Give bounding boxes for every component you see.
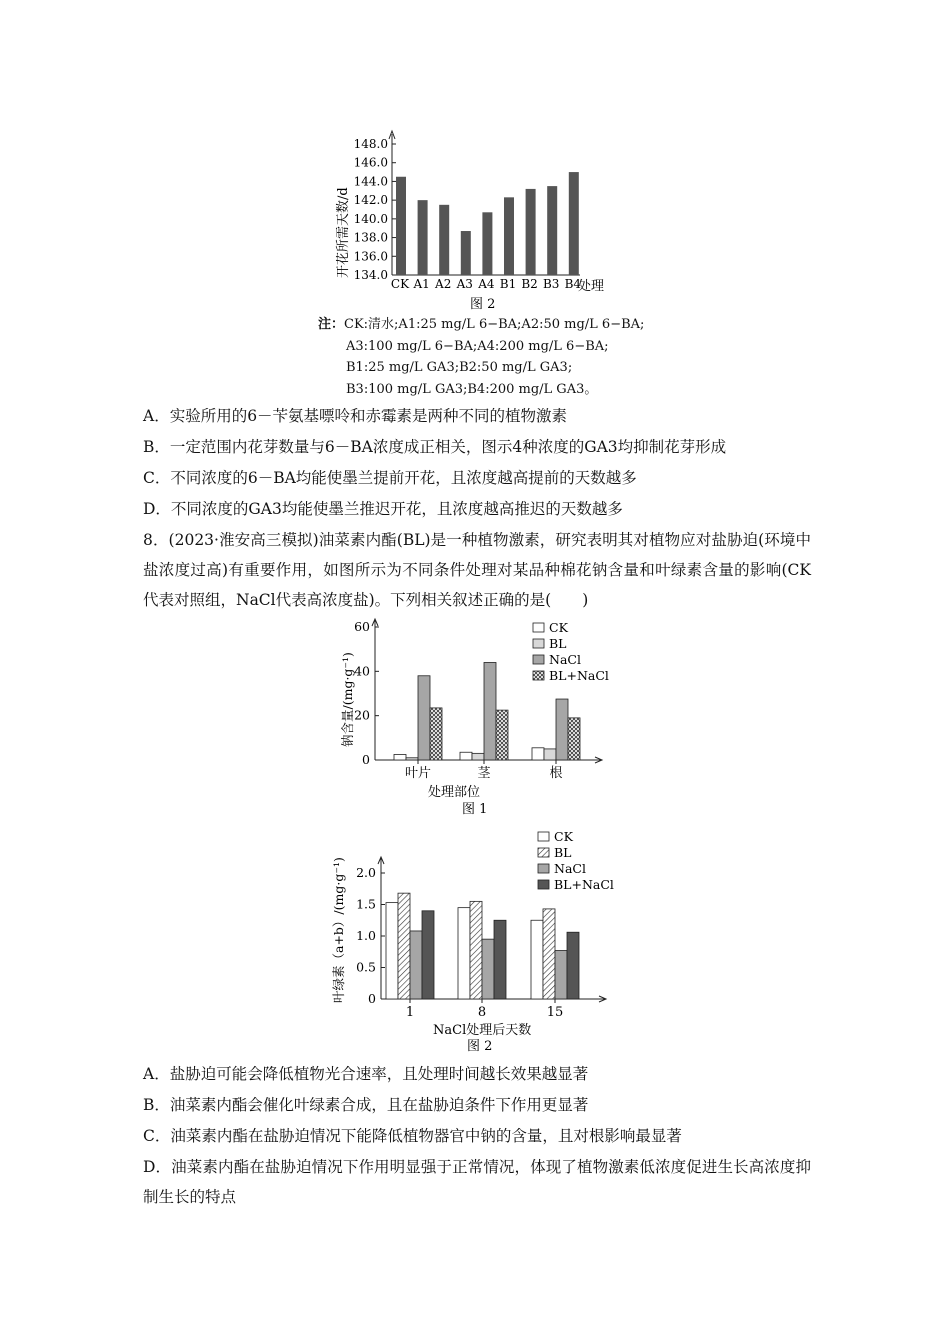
chart1-bar-B3 [547, 186, 557, 275]
q7-option-d: D．不同浓度的GA3均能使墨兰推迟开花，且浓度越高推迟的天数越多 [143, 500, 623, 518]
chart2-legend-label: BL [549, 636, 567, 651]
chart2-legend-swatch-NaCl [533, 655, 544, 664]
chart3-legend-label: BL+NaCl [554, 877, 614, 892]
chart1-x-tick-label: B2 [521, 277, 538, 291]
chart3-x-tick-label: 1 [405, 1005, 415, 1020]
chart2-bar-BL-NaCl-2 [568, 718, 580, 760]
note-line3: B1:25 mg/L GA3;B2:50 mg/L GA3; [346, 360, 573, 375]
chart3-y-tick-label: 0.5 [356, 959, 376, 975]
chart3-y-tick-label: 1.0 [356, 928, 376, 943]
note-text-1: CK:清水;A1:25 mg/L 6−BA;A2:50 mg/L 6−BA; [344, 317, 645, 332]
note-line4: B3:100 mg/L GA3;B4:200 mg/L GA3。 [346, 381, 598, 397]
chart1-bar-A4 [482, 212, 492, 275]
chart3-bar-BL-0 [398, 893, 410, 999]
chart3-caption: 图 2 [467, 1039, 493, 1054]
chart3-bar-BL-2 [543, 909, 555, 999]
q8-option-b: B．油菜素内酯会催化叶绿素合成，且在盐胁迫条件下作用更显著 [143, 1096, 589, 1114]
chart1-y-tick-label: 138.0 [353, 230, 388, 245]
chart3-bar-CK-2 [531, 920, 543, 999]
chart2-xlabel: 处理部位 [428, 785, 481, 800]
chart2-bar-BL-2 [544, 749, 556, 760]
chart3-y-tick-label: 2.0 [356, 865, 376, 880]
chart3-bar-BL-NaCl-1 [494, 920, 506, 999]
chart1-y-tick-label: 148.0 [353, 137, 388, 151]
chart3-bar-NaCl-1 [482, 939, 494, 999]
chart1-bar-A3 [461, 231, 471, 275]
flowering-days-chart [330, 128, 630, 318]
chart3-bar-CK-1 [458, 908, 470, 999]
chlorophyll-chart [330, 825, 630, 1055]
chart1-bar-A1 [418, 200, 428, 275]
chart2-bar-CK-0 [394, 754, 406, 760]
chart3-ylabel: 叶绿素（a+b）/(mg·g⁻¹) [331, 857, 346, 1003]
chart2-bar-BL-1 [472, 753, 484, 760]
note-label: 注： [318, 317, 345, 332]
chart3-y-tick-label: 0 [368, 991, 376, 1006]
chart3-bar-BL-NaCl-0 [422, 911, 434, 999]
chart1-bar-B1 [504, 197, 514, 275]
chart1-bar-CK [396, 177, 406, 275]
chart2-y-tick-label: 0 [362, 752, 370, 767]
chart1-x-tick-label: A1 [413, 277, 430, 291]
chart3-legend-label: BL [554, 845, 572, 860]
q8-option-a: A．盐胁迫可能会降低植物光合速率，且处理时间越长效果越显著 [143, 1065, 589, 1083]
q7-option-c: C．不同浓度的6－BA均能使墨兰提前开花，且浓度越高提前的天数越多 [143, 469, 637, 487]
chart2-legend-swatch-BL [533, 639, 544, 648]
chart1-xlabel: 处理 [578, 279, 605, 294]
chart3-legend-swatch-CK [538, 832, 549, 841]
chart2-bar-CK-1 [460, 752, 472, 760]
chart2-bar-CK-2 [532, 748, 544, 760]
chart2-y-tick-label: 20 [354, 707, 370, 723]
chart1-bar-B4 [569, 172, 579, 275]
chart3-bar-BL-1 [470, 901, 482, 999]
chart3-y-tick-label: 1.5 [356, 896, 376, 912]
note-line1 [318, 314, 644, 336]
chart3-legend-label: NaCl [554, 861, 586, 876]
chart2-legend-swatch-BL-NaCl [533, 671, 544, 680]
chart3-legend-swatch-NaCl [538, 864, 549, 873]
chart1-bar-A2 [439, 205, 449, 275]
chart1-caption: 图 2 [470, 297, 496, 312]
chart1-x-tick-label: B1 [499, 277, 517, 291]
chart3-bar-NaCl-0 [410, 931, 422, 999]
chart2-legend-swatch-CK [533, 623, 544, 632]
chart1-x-tick-label: A2 [435, 277, 452, 291]
chart2-bar-NaCl-1 [484, 662, 496, 760]
chart2-legend-label: BL+NaCl [549, 668, 609, 683]
chart1-y-tick-label: 140.0 [353, 211, 388, 226]
chart2-ylabel: 钠含量/(mg·g⁻¹) [340, 652, 355, 747]
chart1-ylabel: 开花所需天数/d [336, 187, 351, 278]
chart2-x-tick-label: 根 [549, 766, 563, 781]
chart1-y-tick-label: 134.0 [353, 268, 388, 282]
chart1-x-tick-label: A3 [456, 277, 473, 291]
chart3-bar-CK-0 [386, 903, 398, 999]
q8-option-c: C．油菜素内酯在盐胁迫情况下能降低植物器官中钠的含量，且对根影响最显著 [143, 1127, 682, 1145]
chart1-x-tick-label: B4 [564, 277, 582, 291]
note-line2: A3:100 mg/L 6−BA;A4:200 mg/L 6−BA; [346, 338, 609, 354]
chart2-legend-label: NaCl [549, 652, 581, 667]
q8-option-d: D．油菜素内酯在盐胁迫情况下作用明显强于正常情况，体现了植物激素低浓度促进生长高浓度抑制生长的特点 [143, 1158, 811, 1206]
q7-option-a: A．实验所用的6－苄氨基嘌呤和赤霉素是两种不同的植物激素 [143, 407, 568, 425]
chart3-bar-BL-NaCl-2 [567, 932, 579, 999]
chart2-y-tick-label: 60 [354, 619, 370, 634]
chart3-legend-swatch-BL [538, 848, 549, 857]
chart3-legend-label: CK [554, 829, 573, 844]
chart1-bar-B2 [526, 189, 536, 275]
chart2-bar-BL-NaCl-0 [430, 708, 442, 760]
chart1-y-tick-label: 146.0 [353, 155, 388, 170]
chart2-x-tick-label: 茎 [477, 766, 491, 781]
chart3-legend-swatch-BL-NaCl [538, 880, 549, 889]
chart3-x-tick-label: 15 [546, 1005, 564, 1020]
chart1-y-tick-label: 142.0 [353, 193, 388, 208]
chart2-legend-label: CK [549, 620, 568, 635]
chart1-y-tick-label: 144.0 [353, 174, 388, 189]
chart2-bar-NaCl-2 [556, 699, 568, 760]
sodium-content-chart [330, 615, 630, 820]
chart2-y-tick-label: 40 [354, 663, 370, 679]
chart1-y-tick-label: 136.0 [353, 249, 388, 264]
chart3-bar-NaCl-2 [555, 950, 567, 999]
chart2-caption: 图 1 [462, 802, 488, 817]
chart1-x-tick-label: B3 [542, 277, 560, 291]
chart2-bar-NaCl-0 [418, 676, 430, 760]
chart3-x-tick-label: 8 [477, 1005, 487, 1020]
chart2-bar-BL-NaCl-1 [496, 710, 508, 760]
chart3-xlabel: NaCl处理后天数 [433, 1023, 532, 1038]
q8-stem: 8．(2023·淮安高三模拟)油菜素内酯(BL)是一种植物激素，研究表明其对植物应对盐胁迫(环境中盐浓度过高)有重要作用，如图所示为不同条件处理对某品种棉花钠含量和叶绿素含量的影响(CK代表对照组，NaCl代表高浓度盐)。下列相关叙述正确的是( ) [143, 531, 811, 609]
chart1-x-tick-label: CK [390, 277, 410, 291]
chart2-bar-BL-0 [406, 758, 418, 760]
chart2-x-tick-label: 叶片 [404, 766, 432, 781]
q7-option-b: B．一定范围内花芽数量与6－BA浓度成正相关，图示4种浓度的GA3均抑制花芽形成 [143, 438, 727, 456]
chart1-x-tick-label: A4 [478, 277, 495, 291]
